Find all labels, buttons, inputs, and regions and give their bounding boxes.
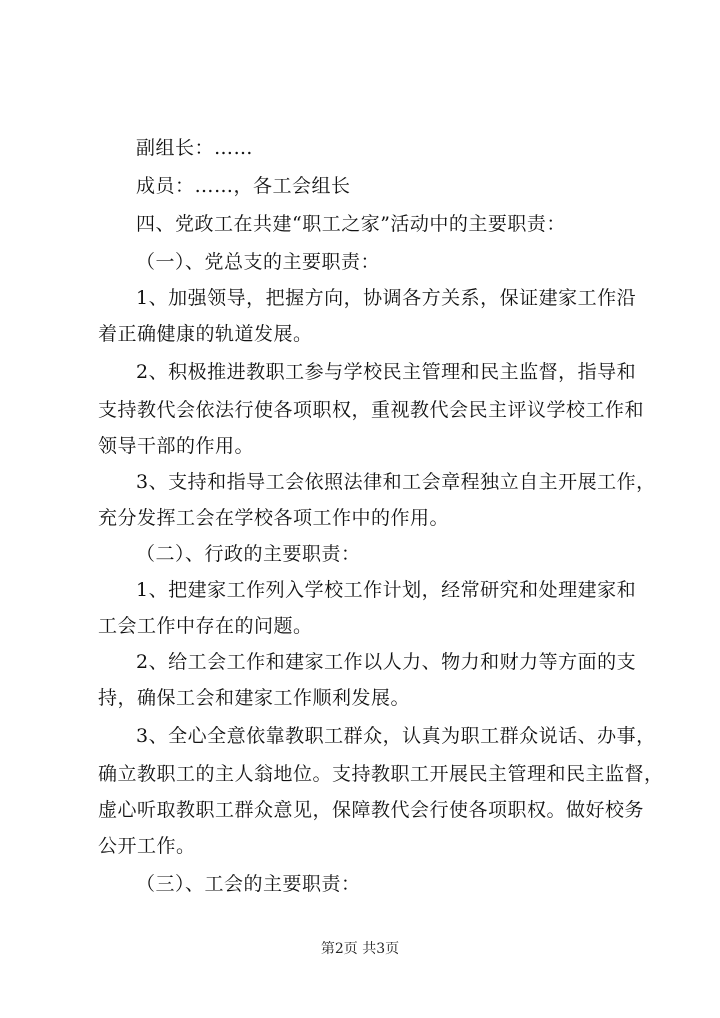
text-line-p6-3: 虚心听取教职工群众意见，保障教代会行使各项职权。做好校务 — [98, 799, 645, 821]
text-line-members: 成员：……，各工会组长 — [136, 175, 351, 197]
text-line-p4-2: 工会工作中存在的问题。 — [98, 615, 313, 637]
text-line-p3-1: 3、支持和指导工会依照法律和工会章程独立自主开展工作， — [136, 471, 656, 493]
text-line-p1-2: 着正确健康的轨道发展。 — [98, 323, 313, 345]
text-line-p1-1: 1、加强领导，把握方向，协调各方关系，保证建家工作沿 — [136, 287, 637, 309]
subsection-heading-1: （一）、党总支的主要职责： — [136, 251, 381, 273]
text-line-vice-leader: 副组长：…… — [136, 137, 254, 159]
text-line-p5-1: 2、给工会工作和建家工作以人力、物力和财力等方面的支 — [136, 651, 637, 673]
text-line-p6-4: 公开工作。 — [98, 835, 196, 857]
text-line-p2-1: 2、积极推进教职工参与学校民主管理和民主监督，指导和 — [136, 361, 637, 383]
section-heading-4: 四、党政工在共建“职工之家”活动中的主要职责： — [136, 213, 566, 235]
page-footer: 第2页 共3页 — [320, 941, 400, 957]
text-line-p5-2: 持，确保工会和建家工作顺利发展。 — [98, 687, 411, 709]
text-line-p2-2: 支持教代会依法行使各项职权，重视教代会民主评议学校工作和 — [98, 399, 645, 421]
subsection-heading-3: （三）、工会的主要职责： — [136, 873, 361, 895]
text-line-p6-1: 3、全心全意依靠教职工群众，认真为职工群众说话、办事， — [136, 725, 656, 747]
text-line-p6-2: 确立教职工的主人翁地位。支持教职工开展民主管理和民主监督， — [98, 763, 664, 785]
text-line-p4-1: 1、把建家工作列入学校工作计划，经常研究和处理建家和 — [136, 579, 637, 601]
text-line-p2-3: 领导干部的作用。 — [98, 435, 255, 457]
subsection-heading-2: （二）、行政的主要职责： — [136, 543, 361, 565]
text-line-p3-2: 充分发挥工会在学校各项工作中的作用。 — [98, 507, 450, 529]
